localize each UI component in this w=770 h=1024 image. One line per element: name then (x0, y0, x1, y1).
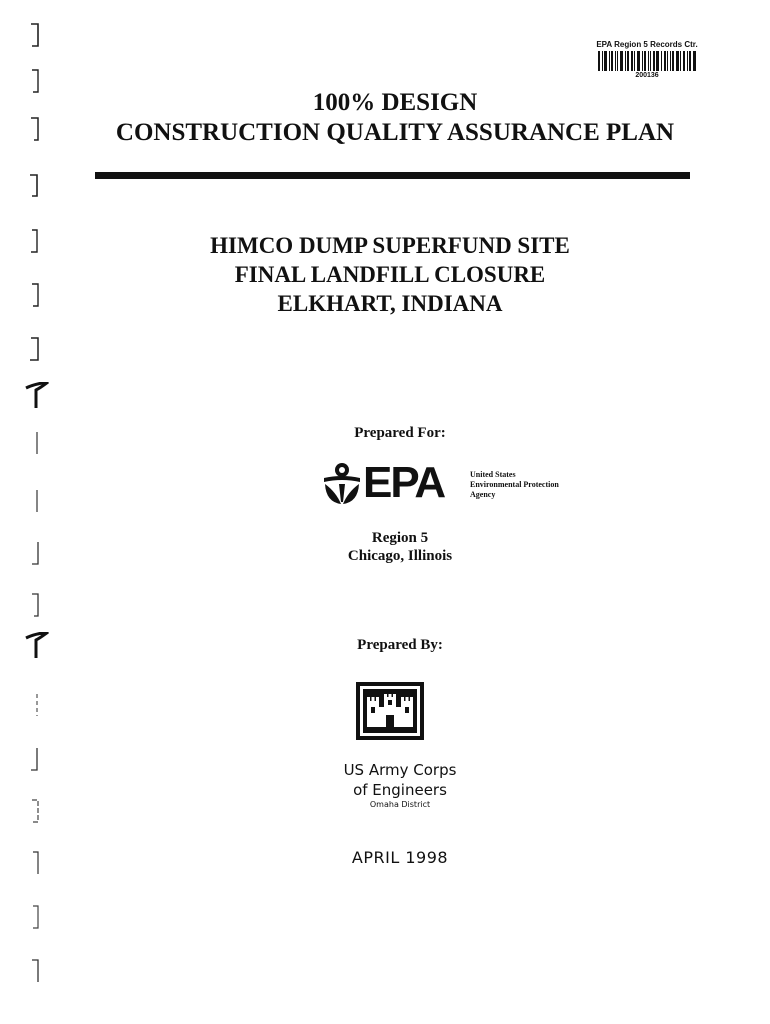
binding-bracket (28, 904, 42, 930)
corps-district: Omaha District (369, 800, 431, 809)
binding-bracket (28, 746, 42, 772)
prepared-for-label: Prepared For: (354, 425, 446, 441)
corps-line-2: of Engineers (353, 781, 447, 799)
binding-bracket (28, 336, 42, 362)
binding-bracket (28, 22, 42, 48)
epa-flower-icon (322, 462, 362, 506)
records-stamp (582, 40, 712, 79)
corps-of-engineers-block (280, 760, 520, 810)
binding-bracket (28, 692, 42, 718)
document-date: APRIL 1998 (351, 848, 449, 867)
site-line-2: FINAL LANDFILL CLOSURE (234, 262, 546, 287)
barcode (598, 51, 696, 71)
binding-bracket (28, 488, 42, 514)
epa-region-block (285, 529, 515, 565)
prepared-by-label-wrap (285, 637, 515, 654)
document-title (0, 88, 770, 148)
region-city: Chicago, Illinois (347, 548, 453, 564)
agency-line-2: Environmental Protection (470, 480, 559, 489)
epa-logo-text: EPA (363, 458, 445, 507)
binding-bracket (28, 592, 42, 618)
title-line-2: CONSTRUCTION QUALITY ASSURANCE PLAN (115, 119, 675, 146)
prepared-for-label-wrap (285, 425, 515, 442)
epa-logo (322, 458, 582, 508)
agency-line-3: Agency (470, 490, 496, 499)
agency-line-1: United States (470, 470, 516, 479)
records-center-label: EPA Region 5 Records Ctr. (596, 40, 698, 49)
binding-bracket (28, 172, 42, 198)
prepared-by-label: Prepared By: (357, 637, 443, 653)
title-divider (95, 172, 690, 179)
castle-icon (355, 681, 425, 741)
binding-clip (24, 382, 50, 408)
binding-bracket (28, 540, 42, 566)
binding-bracket (28, 850, 42, 876)
site-line-3: ELKHART, INDIANA (277, 291, 503, 316)
barcode-number: 200136 (635, 72, 659, 79)
site-line-1: HIMCO DUMP SUPERFUND SITE (210, 233, 570, 258)
corps-line-1: US Army Corps (343, 761, 457, 779)
site-heading (0, 231, 770, 318)
binding-bracket (28, 430, 42, 456)
binding-clip (24, 632, 50, 658)
epa-agency-name (470, 470, 559, 500)
binding-bracket (28, 798, 42, 824)
binding-bracket (28, 958, 42, 984)
title-line-1: 100% DESIGN (312, 89, 478, 116)
region-label: Region 5 (371, 530, 429, 546)
